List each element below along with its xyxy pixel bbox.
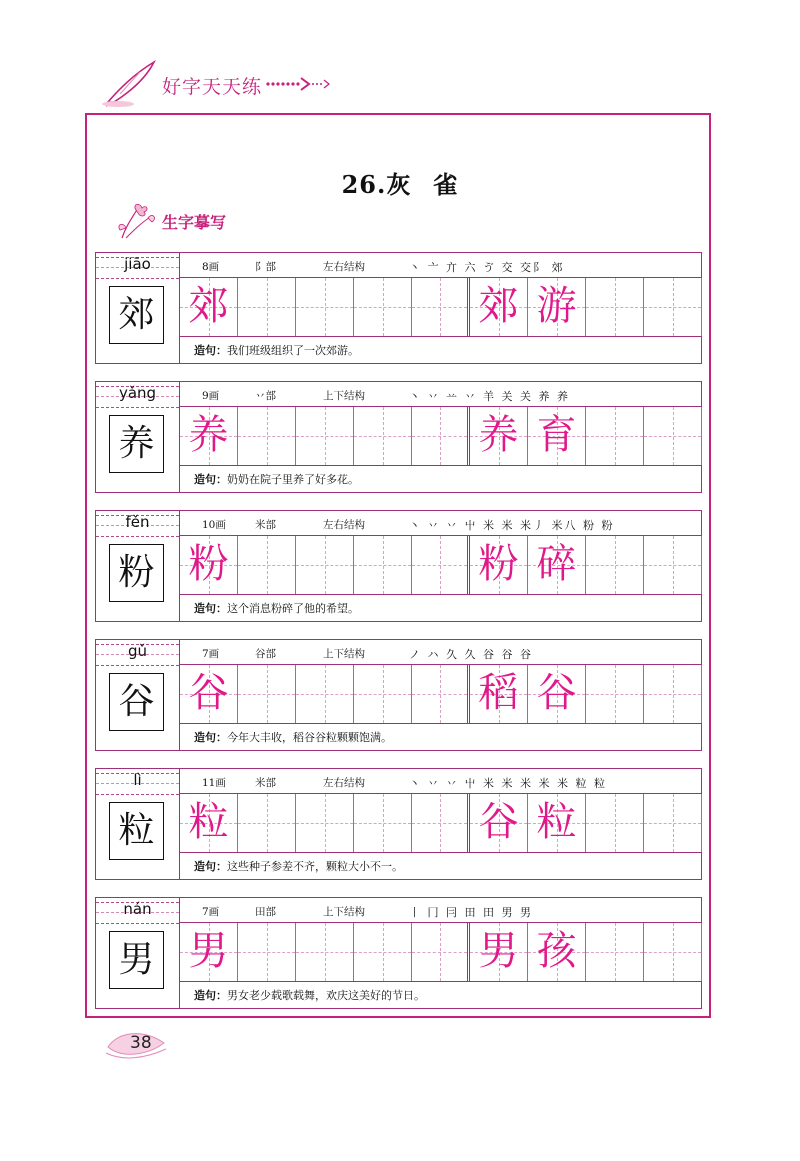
sentence-label: 造句： [194,473,227,486]
sentence-label: 造句： [194,602,227,615]
writing-cell[interactable] [412,278,470,336]
writing-cell[interactable] [412,923,470,981]
model-character-box [109,286,164,344]
example-sentence [194,471,359,487]
writing-cell[interactable] [296,278,354,336]
lesson-title [0,165,800,200]
radical: 米部 [255,519,276,531]
model-character-box [109,802,164,860]
trace-character: 谷 [478,799,519,845]
radical: 阝部 [255,261,276,273]
writing-cell[interactable] [412,665,470,723]
writing-cell[interactable] [238,536,296,594]
model-character: 谷 [118,681,155,722]
pinyin: yǎng [118,384,157,402]
trace-character: 男 [478,928,519,974]
structure: 上下结构 [323,648,365,660]
writing-cell[interactable] [644,665,702,723]
writing-cell[interactable] [586,278,644,336]
character-info [180,640,701,665]
quill-pen-icon [100,58,160,108]
radical: 谷部 [255,648,276,660]
writing-cell[interactable] [644,278,702,336]
trace-character: 谷 [536,670,577,716]
stroke-order: 丶 亠 亣 六 ゔ 交 交阝 郊 [409,261,565,274]
stroke-count: 7画 [202,648,220,660]
writing-cell[interactable] [296,665,354,723]
writing-cell[interactable] [354,794,412,852]
writing-cell[interactable] [354,665,412,723]
page-number [104,1025,184,1065]
writing-cell[interactable] [470,536,528,594]
writing-cell[interactable] [238,407,296,465]
pinyin: jiāo [124,255,151,273]
writing-cell[interactable] [528,923,586,981]
sentence-text: 这些种子参差不齐，颗粒大小不一。 [227,860,403,873]
writing-cell[interactable] [238,278,296,336]
writing-grid [180,536,701,595]
lesson-title-char-1: 灰 [386,170,412,199]
writing-cell[interactable] [412,407,470,465]
model-character: 养 [118,423,155,464]
model-character: 郊 [118,294,155,335]
trace-character: 稻 [478,670,519,716]
writing-cell[interactable] [470,923,528,981]
pinyin: fěn [125,513,150,531]
trace-character: 孩 [536,928,577,974]
pinyin: gǔ [127,642,148,660]
trace-character: 郊 [478,283,519,329]
stroke-order: ノ ハ 久 久 谷 谷 谷 [409,648,533,661]
writing-cell[interactable] [296,923,354,981]
writing-cell[interactable] [586,794,644,852]
dotted-arrow-icon [265,76,335,92]
stroke-count: 8画 [202,261,220,273]
pinyin: nán [123,900,152,918]
writing-cell[interactable] [470,665,528,723]
example-sentence [194,600,359,616]
writing-cell[interactable] [470,278,528,336]
model-character: 男 [118,939,155,980]
radical: 米部 [255,777,276,789]
trace-character: 粒 [536,799,577,845]
writing-grid [180,794,701,853]
trace-character: 育 [536,412,577,458]
stroke-count: 11画 [202,777,226,789]
writing-cell[interactable] [354,536,412,594]
writing-cell[interactable] [644,536,702,594]
sentence-text: 我们班级组织了一次郊游。 [227,344,359,357]
stroke-order: 丶 丷 丷 屮 米 米 米丿 米八 粉 粉 [409,519,615,532]
writing-cell[interactable] [296,536,354,594]
example-sentence [194,729,392,745]
character-info [180,253,701,278]
writing-cell[interactable] [644,923,702,981]
structure: 左右结构 [323,261,365,273]
example-sentence [194,342,359,358]
character-column [96,898,180,1008]
lesson-title-char-2: 雀 [433,170,459,199]
writing-cell[interactable] [180,407,238,465]
writing-cell[interactable] [180,665,238,723]
trace-character: 粉 [188,541,229,587]
trace-character: 粉 [478,541,519,587]
stroke-order: 丶 丷 丷 屮 米 米 米 米 米 粒 粒 [409,777,607,790]
stroke-count: 9画 [202,390,220,402]
writing-cell[interactable] [180,923,238,981]
structure: 左右结构 [323,777,365,789]
writing-cell[interactable] [238,923,296,981]
page-header [100,58,400,108]
writing-cell[interactable] [470,794,528,852]
writing-grid [180,407,701,466]
writing-cell[interactable] [644,407,702,465]
model-character-box [109,544,164,602]
structure: 上下结构 [323,906,365,918]
trace-character: 养 [478,412,519,458]
practice-card [95,510,702,622]
radical: 田部 [255,906,276,918]
writing-cell[interactable] [296,794,354,852]
model-character-box [109,673,164,731]
writing-cell[interactable] [528,278,586,336]
writing-cell[interactable] [586,665,644,723]
structure: 左右结构 [323,519,365,531]
writing-cell[interactable] [180,536,238,594]
writing-cell[interactable] [296,407,354,465]
writing-cell[interactable] [412,536,470,594]
model-character: 粉 [118,552,155,593]
character-column [96,253,180,363]
writing-cell[interactable] [528,794,586,852]
model-character-box [109,931,164,989]
trace-character: 养 [188,412,229,458]
trace-character: 谷 [188,670,229,716]
writing-cell[interactable] [180,794,238,852]
stroke-count: 10画 [202,519,226,531]
practice-card [95,381,702,493]
practice-card [95,768,702,880]
writing-cell[interactable] [238,794,296,852]
character-info [180,898,701,923]
sentence-label: 造句： [194,860,227,873]
writing-cell[interactable] [180,278,238,336]
stroke-order: 丶 丷 䒑 丷 羊 关 关 养 养 [409,390,570,403]
trace-character: 游 [536,283,577,329]
character-column [96,511,180,621]
writing-cell[interactable] [354,407,412,465]
trace-character: 碎 [536,541,577,587]
writing-cell[interactable] [354,278,412,336]
practice-card [95,252,702,364]
section-heading [112,200,272,240]
writing-cell[interactable] [528,407,586,465]
page-number-text: 38 [130,1033,152,1053]
character-info [180,511,701,536]
writing-cell[interactable] [470,407,528,465]
trace-character: 粒 [188,799,229,845]
model-character: 粒 [118,810,155,851]
sentence-text: 男女老少载歌载舞，欢庆这美好的节日。 [227,989,425,1002]
model-character-box [109,415,164,473]
writing-cell[interactable] [528,536,586,594]
trace-character: 郊 [188,283,229,329]
practice-card [95,897,702,1009]
sentence-label: 造句： [194,731,227,744]
writing-cell[interactable] [586,536,644,594]
stroke-count: 7画 [202,906,220,918]
writing-cell[interactable] [238,665,296,723]
writing-cell[interactable] [354,923,412,981]
writing-cell[interactable] [412,794,470,852]
character-info [180,769,701,794]
sentence-text: 今年大丰收，稻谷谷粒颗颗饱满。 [227,731,392,744]
writing-grid [180,278,701,337]
stroke-order: 丨 冂 冃 田 田 男 男 [409,906,533,919]
writing-cell[interactable] [644,794,702,852]
flower-icon [112,200,162,240]
character-column [96,640,180,750]
character-column [96,382,180,492]
pinyin: lì [133,771,142,789]
trace-character: 男 [188,928,229,974]
sentence-text: 奶奶在院子里养了好多花。 [227,473,359,486]
sentence-label: 造句： [194,989,227,1002]
sentence-text: 这个消息粉碎了他的希望。 [227,602,359,615]
writing-grid [180,923,701,982]
practice-card [95,639,702,751]
sentence-label: 造句： [194,344,227,357]
section-label: 生字摹写 [162,213,227,232]
writing-cell[interactable] [586,923,644,981]
example-sentence [194,858,403,874]
lesson-number: 26. [341,170,387,199]
writing-grid [180,665,701,724]
character-column [96,769,180,879]
header-title: 好字天天练 [162,76,263,98]
writing-cell[interactable] [586,407,644,465]
structure: 上下结构 [323,390,365,402]
radical: 丷部 [255,390,276,402]
example-sentence [194,987,425,1003]
writing-cell[interactable] [528,665,586,723]
character-info [180,382,701,407]
